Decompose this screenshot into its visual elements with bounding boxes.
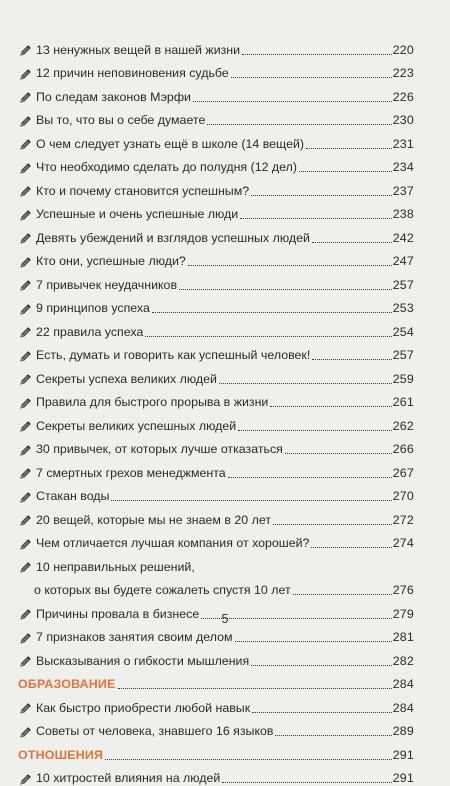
pencil-icon: [18, 44, 32, 58]
toc-entry: [18, 58, 414, 82]
pencil-icon: [18, 631, 32, 645]
entry-page-number: 226: [393, 90, 414, 105]
dot-leader: [251, 195, 392, 196]
pencil-icon: [18, 161, 32, 175]
pencil-icon: [18, 537, 32, 551]
toc-entry: [18, 457, 414, 481]
dot-leader: [242, 54, 392, 55]
pencil-icon: [18, 185, 32, 199]
toc-entry: [18, 528, 414, 552]
entry-title: 20 вещей, которые мы не знаем в 20 лет: [36, 513, 271, 528]
entry-page-number: 230: [393, 113, 414, 128]
entry-title: О чем следует узнать ещё в школе (14 вещей): [36, 137, 304, 152]
entry-title: Что необходимо сделать до полудня (12 дел): [36, 160, 297, 175]
entry-page-number: 291: [393, 748, 414, 763]
pencil-icon: [18, 443, 32, 457]
pencil-icon: [18, 561, 32, 575]
entry-page-number: 266: [393, 442, 414, 457]
entry-title: 7 привычек неудачников: [36, 278, 177, 293]
entry-title: Успешные и очень успешные люди: [36, 207, 238, 222]
entry-title: Правила для быстрого прорыва в жизни: [36, 395, 268, 410]
entry-title: 10 хитростей влияния на людей: [36, 771, 220, 786]
pencil-icon: [18, 702, 32, 716]
dot-leader: [312, 242, 392, 243]
entry-title: 22 правила успеха: [36, 325, 143, 340]
toc-entry: [18, 387, 414, 411]
page-number: 5: [0, 612, 450, 626]
pencil-icon: [18, 279, 32, 293]
pencil-icon: [18, 232, 32, 246]
dot-leader: [311, 547, 391, 548]
toc-entry: [18, 363, 414, 387]
pencil-icon: [18, 467, 32, 481]
dot-leader: [111, 500, 391, 501]
pencil-icon: [18, 396, 32, 410]
entry-page-number: 253: [393, 301, 414, 316]
dot-leader: [179, 289, 392, 290]
entry-page-number: 242: [393, 231, 414, 246]
entry-title: Секреты успеха великих людей: [36, 372, 217, 387]
entry-page-number: 267: [393, 466, 414, 481]
dot-leader: [238, 430, 392, 431]
entry-page-number: 284: [393, 677, 414, 692]
entry-page-number: 220: [393, 43, 414, 58]
dot-leader: [252, 712, 392, 713]
entry-title: 7 признаков занятия своим делом: [36, 630, 233, 645]
entry-page-number: 282: [393, 654, 414, 669]
entry-title: о которых вы будете сожалеть спустя 10 лет: [34, 583, 291, 598]
entry-page-number: 247: [393, 254, 414, 269]
toc-entry: [18, 246, 414, 270]
entry-page-number: 238: [393, 207, 414, 222]
toc-entry: [18, 152, 414, 176]
pencil-icon: [18, 67, 32, 81]
toc-entry: [18, 34, 414, 58]
pencil-icon: [18, 725, 32, 739]
pencil-icon: [18, 255, 32, 269]
entry-page-number: 281: [393, 630, 414, 645]
pencil-icon: [18, 138, 32, 152]
dot-leader: [152, 312, 392, 313]
entry-page-number: 272: [393, 513, 414, 528]
dot-leader: [285, 453, 392, 454]
entry-title: 30 привычек, от которых лучше отказаться: [36, 442, 283, 457]
entry-page-number: 254: [393, 325, 414, 340]
entry-page-number: 223: [393, 66, 414, 81]
entry-title: Девять убеждений и взглядов успешных людей: [36, 231, 310, 246]
toc-entry: [18, 575, 414, 599]
pencil-icon: [18, 349, 32, 363]
entry-page-number: 279: [393, 607, 414, 622]
dot-leader: [207, 124, 391, 125]
pencil-icon: [18, 326, 32, 340]
entry-title: Причины провала в бизнесе: [36, 607, 199, 622]
toc-entry: [18, 551, 414, 575]
entry-page-number: 262: [393, 419, 414, 434]
dot-leader: [228, 477, 392, 478]
dot-leader: [118, 688, 392, 689]
dot-leader: [145, 336, 391, 337]
entry-title: 10 неправильных решений,: [36, 560, 195, 575]
dot-leader: [293, 594, 392, 595]
dot-leader: [273, 524, 392, 525]
toc-section: [18, 669, 414, 693]
entry-page-number: 257: [393, 278, 414, 293]
entry-title: Вы то, что вы о себе думаете: [36, 113, 205, 128]
entry-page-number: 270: [393, 489, 414, 504]
dot-leader: [270, 406, 391, 407]
dot-leader: [306, 148, 392, 149]
pencil-icon: [18, 114, 32, 128]
dot-leader: [219, 383, 392, 384]
pencil-icon: [18, 490, 32, 504]
toc-entry: [18, 175, 414, 199]
entry-page-number: 289: [393, 724, 414, 739]
pencil-icon: [18, 420, 32, 434]
toc-entry: [18, 340, 414, 364]
entry-title: По следам законов Мэрфи: [36, 90, 191, 105]
table-of-contents: [18, 34, 414, 786]
toc-entry: [18, 199, 414, 223]
dot-leader: [299, 171, 392, 172]
entry-page-number: 284: [393, 701, 414, 716]
toc-entry: [18, 763, 414, 786]
dot-leader: [105, 759, 392, 760]
pencil-icon: [18, 302, 32, 316]
pencil-icon: [18, 373, 32, 387]
toc-entry: [18, 81, 414, 105]
toc-entry: [18, 316, 414, 340]
entry-title: Высказывания о гибкости мышления: [36, 654, 249, 669]
pencil-icon: [18, 655, 32, 669]
entry-title: Как быстро приобрести любой навык: [36, 701, 250, 716]
entry-page-number: 291: [393, 771, 414, 786]
dot-leader: [251, 665, 392, 666]
entry-title: Стакан воды: [36, 489, 109, 504]
toc-entry: [18, 222, 414, 246]
entry-page-number: 259: [393, 372, 414, 387]
toc-entry: [18, 269, 414, 293]
toc-section: [18, 739, 414, 763]
pencil-icon: [18, 514, 32, 528]
toc-entry: [18, 692, 414, 716]
dot-leader: [275, 735, 391, 736]
dot-leader: [188, 265, 392, 266]
section-title: ОТНОШЕНИЯ: [18, 748, 103, 763]
dot-leader: [222, 782, 391, 783]
pencil-icon: [18, 91, 32, 105]
entry-title: 12 причин неповиновения судьбе: [36, 66, 229, 81]
dot-leader: [312, 359, 391, 360]
toc-entry: [18, 410, 414, 434]
toc-entry: [18, 504, 414, 528]
entry-page-number: 234: [393, 160, 414, 175]
dot-leader: [193, 101, 392, 102]
dot-leader: [231, 77, 392, 78]
toc-entry: [18, 481, 414, 505]
entry-title: 9 принципов успеха: [36, 301, 150, 316]
pencil-icon: [18, 772, 32, 786]
toc-entry: [18, 645, 414, 669]
entry-page-number: 274: [393, 536, 414, 551]
toc-entry: [18, 128, 414, 152]
entry-title: 7 смертных грехов менеджмента: [36, 466, 226, 481]
entry-title: Секреты великих успешных людей: [36, 419, 236, 434]
entry-page-number: 276: [393, 583, 414, 598]
dot-leader: [240, 218, 392, 219]
pencil-icon: [18, 208, 32, 222]
entry-title: Есть, думать и говорить как успешный человек!: [36, 348, 310, 363]
toc-entry: [18, 105, 414, 129]
toc-entry: [18, 293, 414, 317]
entry-page-number: 237: [393, 184, 414, 199]
entry-page-number: 257: [393, 348, 414, 363]
entry-title: Кто они, успешные люди?: [36, 254, 186, 269]
entry-title: Кто и почему становится успешным?: [36, 184, 249, 199]
entry-page-number: 261: [393, 395, 414, 410]
entry-title: Чем отличается лучшая компания от хорошей?: [36, 536, 309, 551]
entry-title: 13 ненужных вещей в нашей жизни: [36, 43, 240, 58]
entry-title: Советы от человека, знавшего 16 языков: [36, 724, 273, 739]
toc-entry: [18, 716, 414, 740]
dot-leader: [235, 641, 392, 642]
section-title: ОБРАЗОВАНИЕ: [18, 677, 116, 692]
entry-page-number: 231: [393, 137, 414, 152]
toc-entry: [18, 434, 414, 458]
